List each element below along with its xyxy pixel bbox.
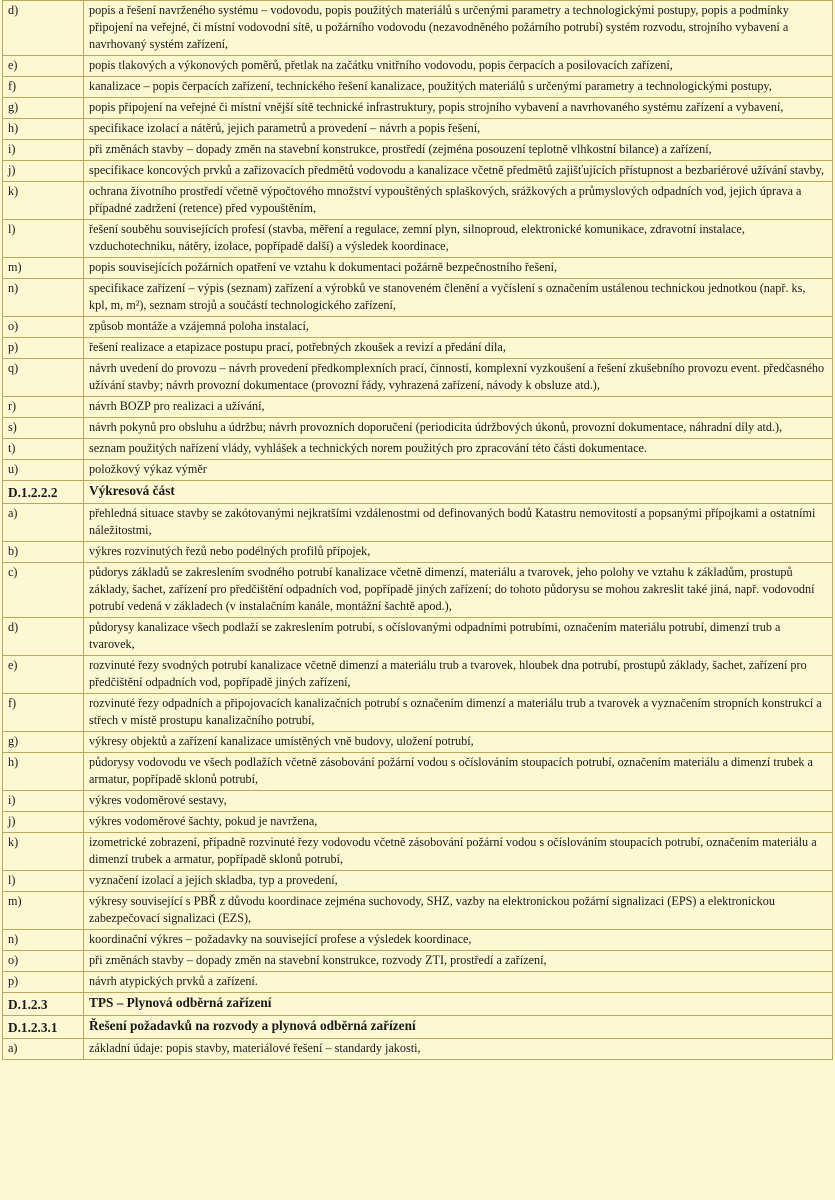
table-row xyxy=(3,182,833,220)
table-row xyxy=(3,98,833,119)
row-text: specifikace koncových prvků a zařizovacích předmětů vodovodu a kanalizace včetně předmětů zajišťujících přístupnost a bezbariérové užívání stavby, xyxy=(84,161,833,182)
table-row xyxy=(3,439,833,460)
row-text: popis tlakových a výkonových poměrů, přetlak na začátku vnitřního vodovodu, popis čerpacích a posilovacích zařízení, xyxy=(84,56,833,77)
table-body xyxy=(3,1,833,1060)
row-text: specifikace zařízení – výpis (seznam) zařízení a výrobků ve stanoveném členění a vyčíslení s označením ustálenou technickou jednotkou (např. ks, kpl, m, m²), seznam strojů a součástí technologického zařízení, xyxy=(84,279,833,317)
row-text: základní údaje: popis stavby, materiálové řešení – standardy jakosti, xyxy=(84,1039,833,1060)
row-label: h) xyxy=(3,753,84,791)
row-label: m) xyxy=(3,892,84,930)
row-label: d) xyxy=(3,618,84,656)
row-label: n) xyxy=(3,930,84,951)
table-row xyxy=(3,279,833,317)
row-label: b) xyxy=(3,542,84,563)
row-label: n) xyxy=(3,279,84,317)
row-label: s) xyxy=(3,418,84,439)
table-row xyxy=(3,951,833,972)
row-text: výkres vodoměrové šachty, pokud je navržena, xyxy=(84,812,833,833)
section-heading-row xyxy=(3,1016,833,1039)
row-label: d) xyxy=(3,1,84,56)
section-heading-row xyxy=(3,993,833,1016)
row-text: ochrana životního prostředí včetně výpočtového množství vypouštěných splaškových, srážkových a průmyslových odpadních vod, jejich úprava a případné zadržení (retence) před vypouštěním, xyxy=(84,182,833,220)
row-label: D.1.2.3 xyxy=(3,993,84,1016)
row-label: i) xyxy=(3,140,84,161)
table-row xyxy=(3,972,833,993)
row-text: seznam použitých nařízení vlády, vyhlášek a technických norem použitých pro zpracování této části dokumentace. xyxy=(84,439,833,460)
row-label: g) xyxy=(3,732,84,753)
row-label: e) xyxy=(3,656,84,694)
table-row xyxy=(3,791,833,812)
row-text: výkresy objektů a zařízení kanalizace umístěných vně budovy, uložení potrubí, xyxy=(84,732,833,753)
table-row xyxy=(3,618,833,656)
row-text: výkres vodoměrové sestavy, xyxy=(84,791,833,812)
row-text: půdorysy kanalizace všech podlaží se zakreslením potrubí, s očíslovanými odpadními potrubími, označením materiálu potrubí, dimenzí trub a tvarovek, xyxy=(84,618,833,656)
row-label: e) xyxy=(3,56,84,77)
table-row xyxy=(3,317,833,338)
row-text: návrh pokynů pro obsluhu a údržbu; návrh provozních doporučení (periodicita údržbových úkonů, provozní dokumentace, náhradní díly atd.), xyxy=(84,418,833,439)
table-row xyxy=(3,892,833,930)
row-label: c) xyxy=(3,563,84,618)
row-text: vyznačení izolací a jejich skladba, typ a provedení, xyxy=(84,871,833,892)
row-text: popis a řešení navrženého systému – vodovodu, popis použitých materiálů s určenými parametry a technologickými postupy, popis a podmínky připojení na veřejné, či místní vodovodní sítě, u požárního vodovodu (nezavodněného požárního potrubí) systém rozvodu, strojního vybavení a navrhovaný systém zařízení, xyxy=(84,1,833,56)
row-label: r) xyxy=(3,397,84,418)
row-label: l) xyxy=(3,871,84,892)
row-text: položkový výkaz výměr xyxy=(84,460,833,481)
row-label: p) xyxy=(3,338,84,359)
row-label: l) xyxy=(3,220,84,258)
row-label: u) xyxy=(3,460,84,481)
table-row xyxy=(3,542,833,563)
row-text: koordinační výkres – požadavky na související profese a výsledek koordinace, xyxy=(84,930,833,951)
row-text: přehledná situace stavby se zakótovanými nejkratšími vzdálenostmi od definovaných bodů Katastru nemovitostí a popsanými přípojkami a ostatními náležitostmi, xyxy=(84,504,833,542)
table-row xyxy=(3,397,833,418)
row-text: specifikace izolací a nátěrů, jejich parametrů a provedení – návrh a popis řešení, xyxy=(84,119,833,140)
row-label: o) xyxy=(3,951,84,972)
row-text: kanalizace – popis čerpacích zařízení, technického řešení kanalizace, použitých materiálů s určenými parametry a technologickými postupy, xyxy=(84,77,833,98)
table-row xyxy=(3,833,833,871)
table-row xyxy=(3,56,833,77)
row-label: j) xyxy=(3,812,84,833)
row-label: f) xyxy=(3,694,84,732)
row-label: h) xyxy=(3,119,84,140)
row-text: návrh uvedení do provozu – návrh provedení předkomplexních prací, činností, komplexní vyzkoušení a řešení zkušebního provozu event. předčasného užívání stavby; návrh provozní dokumentace (provozní řády, vyhrazená zařízení, návody k obsluze atd.), xyxy=(84,359,833,397)
row-text: popis připojení na veřejné či místní vnější sítě technické infrastruktury, popis strojního vybavení a navrhovaného systému zařízení a vybavení, xyxy=(84,98,833,119)
row-text: popis souvisejících požárních opatření ve vztahu k dokumentaci požárně bezpečnostního řešení, xyxy=(84,258,833,279)
row-label: o) xyxy=(3,317,84,338)
table-row xyxy=(3,1039,833,1060)
row-label: g) xyxy=(3,98,84,119)
row-label: t) xyxy=(3,439,84,460)
row-text: návrh atypických prvků a zařízení. xyxy=(84,972,833,993)
row-label: a) xyxy=(3,504,84,542)
table-row xyxy=(3,753,833,791)
table-row xyxy=(3,504,833,542)
table-row xyxy=(3,732,833,753)
section-heading-row xyxy=(3,481,833,504)
specification-table xyxy=(2,0,833,1060)
row-label: m) xyxy=(3,258,84,279)
row-label: f) xyxy=(3,77,84,98)
row-label: k) xyxy=(3,182,84,220)
table-row xyxy=(3,119,833,140)
row-label: j) xyxy=(3,161,84,182)
table-row xyxy=(3,161,833,182)
row-label: q) xyxy=(3,359,84,397)
row-label: D.1.2.3.1 xyxy=(3,1016,84,1039)
table-row xyxy=(3,359,833,397)
table-row xyxy=(3,77,833,98)
table-row xyxy=(3,812,833,833)
row-label: a) xyxy=(3,1039,84,1060)
row-text: rozvinuté řezy odpadních a připojovacích kanalizačních potrubí s označením dimenzí a materiálu trub a tvarovek a vyznačením stropních konstrukcí a střech v místě prostupu kanalizačního potrubí, xyxy=(84,694,833,732)
table-row xyxy=(3,140,833,161)
row-text: izometrické zobrazení, případně rozvinuté řezy vodovodu včetně zásobování požární vodou s očíslováním stoupacích potrubí, označením materiálu a dimenzí trubek a armatur, popřípadě sklonů potrubí, xyxy=(84,833,833,871)
row-text: řešení souběhu souvisejících profesí (stavba, měření a regulace, zemní plyn, silnoproud, elektronické komunikace, zdravotní instalace, vzduchotechniku, nátěry, izolace, popřípadě další) a výsledek koordinace, xyxy=(84,220,833,258)
row-text: půdorys základů se zakreslením svodného potrubí kanalizace včetně dimenzí, materiálu a tvarovek, jeho polohy ve vztahu k základům, prostupů základy, šachet, zařízení pro předčištění odpadních vod, popřípadě jiných zařízení; do tohoto půdorysu se mohou zakreslit také jiná, např. vodovodní potrubí vedená v základech (v instalačním kanále, montážní šachtě apod.), xyxy=(84,563,833,618)
table-row xyxy=(3,220,833,258)
table-row xyxy=(3,694,833,732)
row-text: způsob montáže a vzájemná poloha instalací, xyxy=(84,317,833,338)
section-title: TPS – Plynová odběrná zařízení xyxy=(84,993,833,1016)
row-label: p) xyxy=(3,972,84,993)
table-row xyxy=(3,418,833,439)
row-text: při změnách stavby – dopady změn na stavební konstrukce, rozvody ZTI, prostředí a zařízení, xyxy=(84,951,833,972)
row-text: výkres rozvinutých řezů nebo podélných profilů přípojek, xyxy=(84,542,833,563)
table-row xyxy=(3,871,833,892)
row-label: D.1.2.2.2 xyxy=(3,481,84,504)
table-row xyxy=(3,930,833,951)
section-title: Řešení požadavků na rozvody a plynová odběrná zařízení xyxy=(84,1016,833,1039)
row-text: rozvinuté řezy svodných potrubí kanalizace včetně dimenzí a materiálu trub a tvarovek, hloubek dna potrubí, prostupů základy, šachet, zařízení pro předčištění odpadních vod, popřípadě jiných zařízení, xyxy=(84,656,833,694)
row-text: návrh BOZP pro realizaci a užívání, xyxy=(84,397,833,418)
table-row xyxy=(3,338,833,359)
table-row xyxy=(3,656,833,694)
table-row xyxy=(3,258,833,279)
row-text: výkresy související s PBŘ z důvodu koordinace zejména suchovody, SHZ, vazby na elektronickou požární signalizaci (EPS) a elektronickou zabezpečovací signalizaci (EZS), xyxy=(84,892,833,930)
row-label: k) xyxy=(3,833,84,871)
table-row xyxy=(3,563,833,618)
section-title: Výkresová část xyxy=(84,481,833,504)
row-text: řešení realizace a etapizace postupu prací, potřebných zkoušek a revizí a předání díla, xyxy=(84,338,833,359)
row-text: při změnách stavby – dopady změn na stavební konstrukce, prostředí (zejména posouzení teplotně vlhkostní bilance) a zařízení, xyxy=(84,140,833,161)
table-row xyxy=(3,460,833,481)
row-label: i) xyxy=(3,791,84,812)
row-text: půdorysy vodovodu ve všech podlažích včetně zásobování požární vodou s očíslováním stoupacích potrubí, označením materiálu a dimenzí trubek a armatur, popřípadě sklonů potrubí, xyxy=(84,753,833,791)
table-row xyxy=(3,1,833,56)
